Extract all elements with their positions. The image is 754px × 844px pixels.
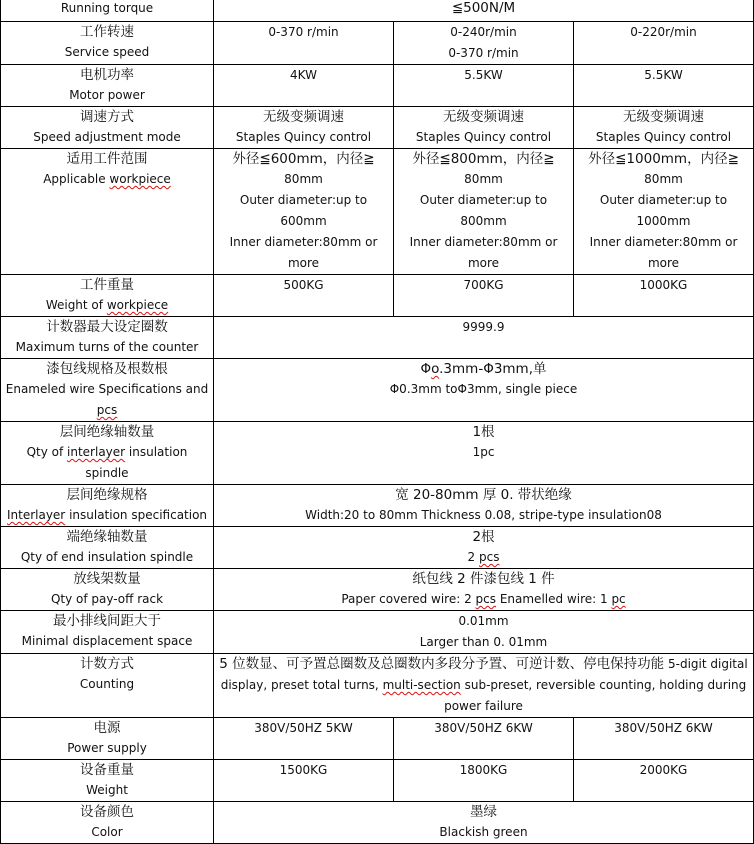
value-en: Staples Quincy control [415, 130, 552, 144]
value: 380V/50HZ 5KW [254, 721, 353, 735]
row-payoff-rack [1, 569, 754, 611]
value: 1000mm [636, 214, 691, 228]
value-zh: 宽 20-80mm 厚 0. 带状绝缘 [395, 487, 572, 503]
value: 600mm [280, 214, 327, 228]
value-cell [214, 527, 754, 569]
value: more [287, 256, 320, 270]
label-cell [1, 359, 214, 422]
label-en [5, 169, 209, 190]
label-en [5, 295, 209, 316]
label-en: Enameled wire Specifications and [5, 382, 209, 396]
label-cell [1, 611, 214, 654]
label-zh: 工件重量 [80, 277, 134, 293]
value: 0-240r/min [450, 25, 517, 39]
value-cell [394, 107, 574, 149]
value-cell [394, 718, 574, 760]
label-en: Weight [86, 783, 128, 797]
label-cell [1, 107, 214, 149]
label-cell [1, 422, 214, 485]
value: 500KG [283, 278, 324, 292]
value-cell [574, 22, 754, 65]
value-zh: 1根 [472, 424, 495, 440]
value-cell [214, 802, 754, 844]
value-cell [394, 65, 574, 107]
label-cell [1, 569, 214, 611]
value: 2000KG [639, 763, 688, 777]
value-part: pcs [475, 592, 497, 606]
label-en-part: workpiece [106, 298, 169, 312]
value-cell [394, 275, 574, 317]
label-cell [1, 149, 214, 275]
value-cell [574, 718, 754, 760]
label-en-part: Weight of [45, 298, 107, 312]
value-zh: 纸包线 2 件漆包线 1 件 [412, 571, 555, 587]
label-cell [1, 760, 214, 802]
value-cell [574, 760, 754, 802]
value-part: .3mm-Φ3mm,单 [439, 361, 547, 377]
value: Outer diameter:up to [599, 193, 728, 207]
label-en: Qty of end insulation spindle [20, 550, 194, 564]
value-cell [214, 569, 754, 611]
value-cell [574, 65, 754, 107]
row-end-spindle [1, 527, 754, 569]
label-cell [1, 275, 214, 317]
label-en-part: insulation specification [65, 508, 208, 522]
value: 0-370 r/min [268, 25, 339, 39]
value-part: 5-digit digital display, preset total turns, [220, 657, 748, 692]
value-en: Blackish green [439, 825, 528, 839]
value: 5.5KW [464, 68, 503, 82]
value: 800mm [460, 214, 507, 228]
label-en-2 [5, 400, 209, 421]
value-part: Enamelled wire: 1 [496, 592, 612, 606]
value: 80mm [284, 172, 323, 186]
value: 0-220r/min [630, 25, 697, 39]
value-zh: 2根 [472, 529, 495, 545]
value-part: 2 [467, 550, 479, 564]
value: 0.01mm [458, 614, 509, 628]
value-zh: 外径≦800mm，内径≧ [412, 151, 555, 167]
value-en [218, 589, 749, 610]
value-cell [214, 611, 754, 654]
value: 380V/50HZ 6KW [434, 721, 533, 735]
value: 1000KG [639, 278, 688, 292]
label-en: Color [91, 825, 123, 839]
row-interlayer-spec [1, 485, 754, 527]
label-cell [1, 718, 214, 760]
label-en: Counting [79, 677, 135, 691]
row-weight-workpiece [1, 275, 754, 317]
label-zh: 最小排线间距大于 [53, 613, 161, 629]
label-zh: 适用工件范围 [66, 151, 148, 167]
label-en: Maximum turns of the counter [15, 340, 199, 354]
value-en: Staples Quincy control [235, 130, 372, 144]
value-cell [214, 317, 754, 359]
value: more [647, 256, 680, 270]
value-cell [574, 149, 754, 275]
value-cell [214, 654, 754, 718]
label-zh: 计数方式 [80, 656, 134, 672]
label-en: Motor power [69, 88, 145, 102]
value: 80mm [644, 172, 683, 186]
row-service-speed [1, 22, 754, 65]
row-counting [1, 654, 754, 718]
label-en-part: pcs [96, 403, 118, 417]
value-cell [394, 22, 574, 65]
label-en: Power supply [67, 741, 147, 755]
label-en: Service speed [64, 45, 150, 59]
value-part: Paper covered wire: 2 [341, 592, 476, 606]
label-cell [1, 654, 214, 718]
label-en-part: insulation spindle [85, 445, 188, 480]
value-cell [214, 149, 394, 275]
value: Inner diameter:80mm or [229, 235, 378, 249]
row-color [1, 802, 754, 844]
label-zh: 电源 [93, 720, 121, 736]
value-cell [214, 0, 754, 22]
label-en-part: Interlayer [6, 508, 66, 522]
label-cell [1, 527, 214, 569]
value-zh: 外径≦1000mm，内径≧ [588, 151, 739, 167]
value: 5.5KW [644, 68, 683, 82]
label-en-part: Applicable [43, 172, 110, 186]
value-en [218, 547, 749, 568]
label-cell [1, 65, 214, 107]
value-cell [214, 485, 754, 527]
label-en: Speed adjustment mode [33, 130, 181, 144]
value-cell [574, 275, 754, 317]
value-paragraph [218, 654, 749, 717]
label-zh: 电机功率 [80, 67, 134, 83]
value: more [467, 256, 500, 270]
value: 1800KG [459, 763, 508, 777]
value: 380V/50HZ 6KW [614, 721, 713, 735]
value-en: Φ0.3mm toΦ3mm, single piece [389, 382, 578, 396]
row-motor-power [1, 65, 754, 107]
row-running-torque [1, 0, 754, 22]
row-weight [1, 760, 754, 802]
row-min-displacement [1, 611, 754, 654]
label-en: Running torque [60, 1, 154, 15]
value-en: Staples Quincy control [595, 130, 732, 144]
value: 80mm [464, 172, 503, 186]
value-cell [214, 718, 394, 760]
label-zh: 端绝缘轴数量 [66, 529, 148, 545]
label-zh: 层间绝缘规格 [66, 487, 148, 503]
value-zh: 无级变频调速 [263, 109, 344, 125]
label-zh: 工作转速 [80, 24, 134, 40]
label-en: Qty of pay-off rack [50, 592, 164, 606]
value: Outer diameter:up to [419, 193, 548, 207]
value-part: o [431, 361, 440, 377]
value-part: sub-preset, reversible counting, holding during power failure [444, 678, 747, 713]
value-part: pc [611, 592, 626, 606]
value-cell [214, 359, 754, 422]
label-en-part: interlayer [67, 445, 126, 459]
value-zh [218, 359, 749, 379]
value: 0-370 r/min [448, 46, 519, 60]
label-cell [1, 317, 214, 359]
value: ≦500N/M [451, 0, 516, 16]
value: Inner diameter:80mm or [589, 235, 738, 249]
value: Outer diameter:up to [239, 193, 368, 207]
value-cell [214, 22, 394, 65]
value: 700KG [463, 278, 504, 292]
value: 1500KG [279, 763, 328, 777]
value-part: 5 位数显、可予置总圈数及总圈数内多段分予置、可逆计数、停电保持功能 [219, 656, 665, 672]
row-enameled-wire [1, 359, 754, 422]
row-power-supply [1, 718, 754, 760]
value: 4KW [290, 68, 317, 82]
value-en: 1pc [472, 445, 495, 459]
label-en-part: Qty of [26, 445, 68, 459]
label-zh: 放线架数量 [73, 571, 141, 587]
value-part: Φ [420, 361, 432, 377]
value-cell [214, 760, 394, 802]
value-zh: 墨绿 [470, 804, 497, 820]
label-zh: 层间绝缘轴数量 [59, 424, 155, 440]
value-cell [574, 107, 754, 149]
value-part: multi-section [382, 678, 461, 692]
value-cell [214, 107, 394, 149]
value: Larger than 0. 01mm [419, 635, 548, 649]
value: 9999.9 [462, 320, 505, 334]
label-zh: 调速方式 [80, 109, 134, 125]
label-cell [1, 802, 214, 844]
value-cell [394, 760, 574, 802]
row-speed-mode [1, 107, 754, 149]
value-part: pcs [478, 550, 500, 564]
label-zh: 漆包线规格及根数根 [46, 361, 168, 377]
label-en [5, 505, 209, 526]
value-cell [214, 422, 754, 485]
value-zh: 外径≦600mm，内径≧ [232, 151, 375, 167]
label-zh: 计数器最大设定圈数 [46, 319, 168, 335]
label-en-part: workpiece [109, 172, 171, 186]
value-zh: 无级变频调速 [443, 109, 524, 125]
value-en: Width:20 to 80mm Thickness 0.08, stripe-type insulation08 [305, 508, 662, 522]
label-en: Minimal displacement space [21, 634, 193, 648]
value-cell [394, 149, 574, 275]
value-cell [214, 275, 394, 317]
row-max-turns [1, 317, 754, 359]
value: Inner diameter:80mm or [409, 235, 558, 249]
row-workpiece [1, 149, 754, 275]
value-zh: 无级变频调速 [623, 109, 704, 125]
label-zh: 设备重量 [80, 762, 134, 778]
label-en [5, 442, 209, 484]
label-cell [1, 485, 214, 527]
label-cell [1, 0, 214, 22]
value-cell [214, 65, 394, 107]
label-zh: 设备颜色 [80, 804, 134, 820]
row-interlayer-spindle [1, 422, 754, 485]
label-cell [1, 22, 214, 65]
